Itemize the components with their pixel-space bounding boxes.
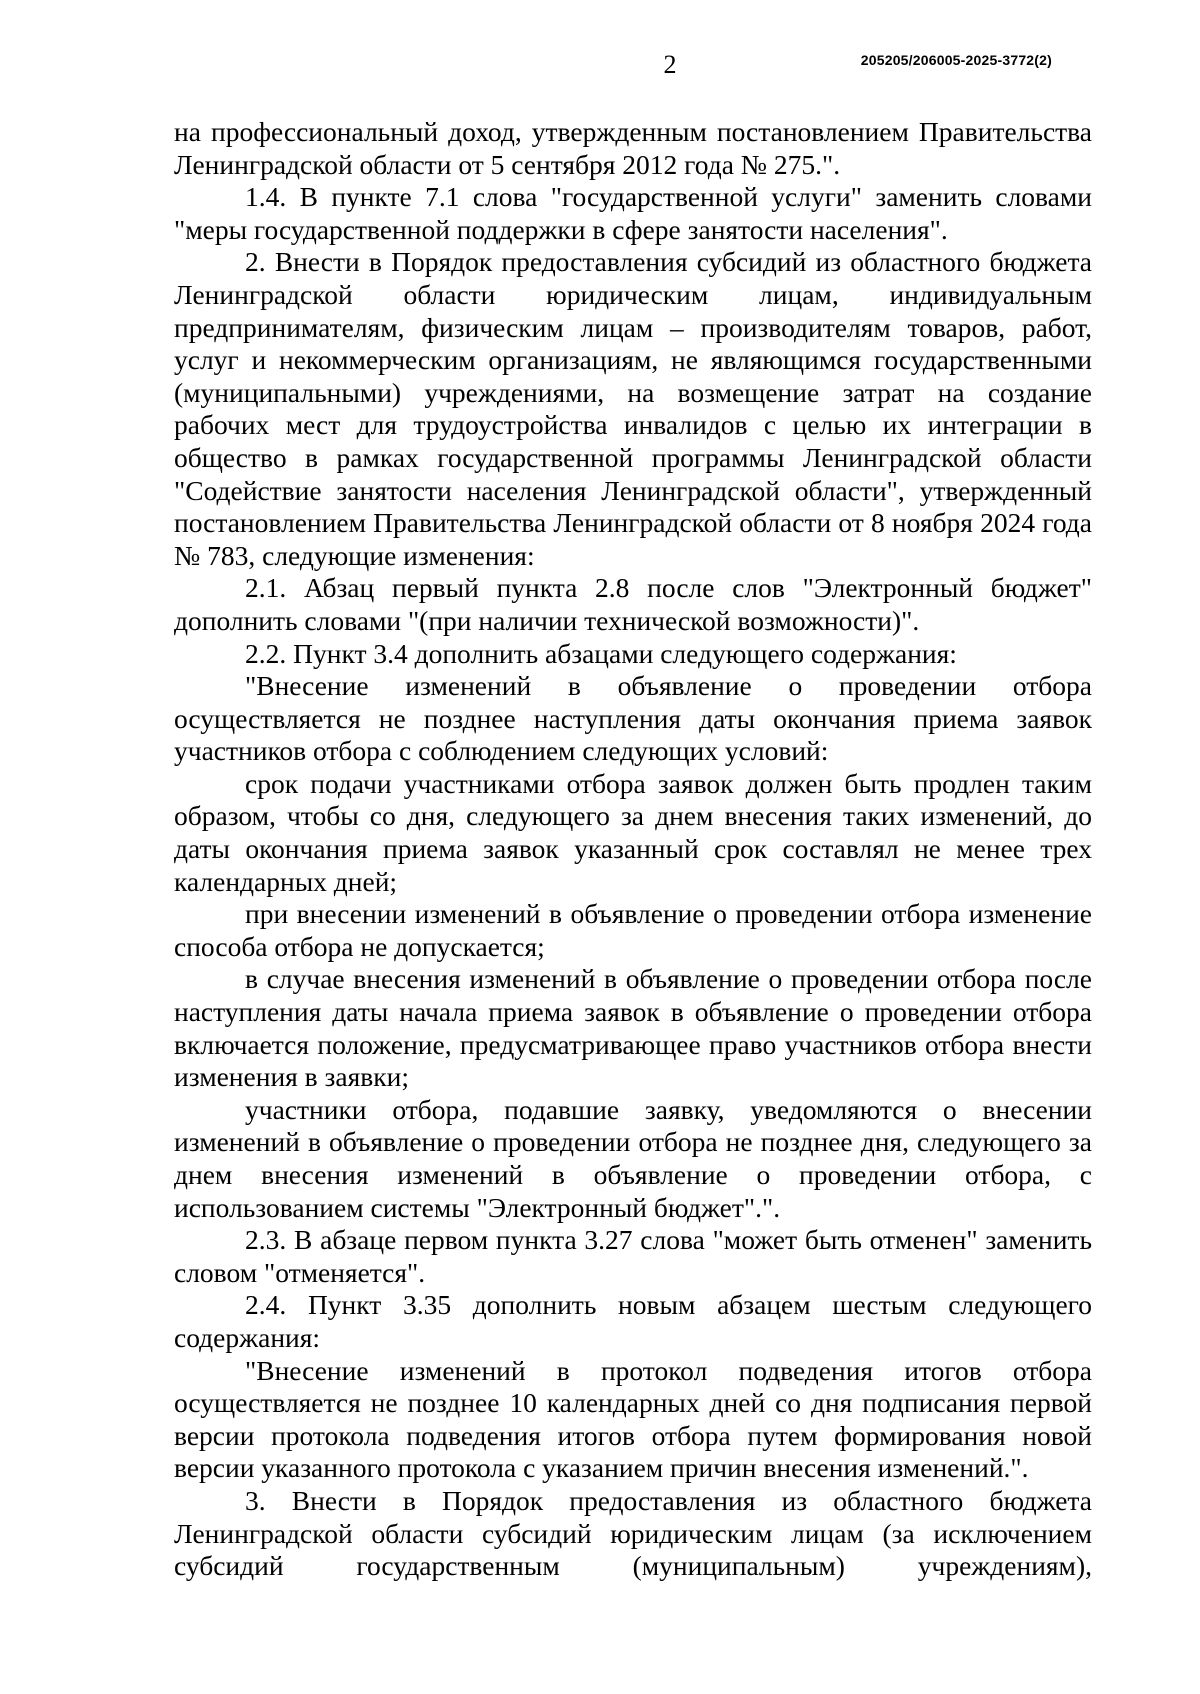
paragraph-1-4: 1.4. В пункте 7.1 слова "государственной услуги" заменить словами "меры государственной поддержки в сфере занятости населения". bbox=[174, 181, 1092, 245]
document-body bbox=[174, 116, 1092, 1583]
paragraph-2-2-condition-3: в случае внесения изменений в объявление о проведении отбора после наступления даты начала приема заявок в объявление о проведении отбора включается положение, предусматривающее право участников отбора внести изменения в заявки; bbox=[174, 963, 1092, 1093]
paragraph-2-2-quote-intro: "Внесение изменений в объявление о проведении отбора осуществляется не позднее наступления даты окончания приема заявок участников отбора с соблюдением следующих условий: bbox=[174, 670, 1092, 767]
paragraph-2-2-condition-4: участники отбора, подавшие заявку, уведомляются о внесении изменений в объявление о проведении отбора не позднее дня, следующего за днем внесения изменений в объявление о проведении отбора, с использованием системы "Электронный бюджет".". bbox=[174, 1093, 1092, 1223]
paragraph-2-2-condition-2: при внесении изменений в объявление о проведении отбора изменение способа отбора не допускается; bbox=[174, 898, 1092, 962]
paragraph-2-2-condition-1: срок подачи участниками отбора заявок должен быть продлен таким образом, чтобы со дня, следующего за днем внесения таких изменений, до даты окончания приема заявок указанный срок составлял не менее трех календарных дней; bbox=[174, 767, 1092, 897]
paragraph-2-3: 2.3. В абзаце первом пункта 3.27 слова "может быть отменен" заменить словом "отменяется". bbox=[174, 1224, 1092, 1288]
paragraph-2-4: 2.4. Пункт 3.35 дополнить новым абзацем шестым следующего содержания: bbox=[174, 1289, 1092, 1353]
paragraph-3: 3. Внести в Порядок предоставления из областного бюджета Ленинградской области субсидий юридическим лицам (за исключением субсидий государственным (муниципальным) учреждениям), bbox=[174, 1484, 1092, 1582]
paragraph-2: 2. Внести в Порядок предоставления субсидий из областного бюджета Ленинградской области юридическим лицам, индивидуальным предпринимателям, физическим лицам – производителям товаров, работ, услуг и некоммерческим организациям, не являющимся государственными (муниципальными) учреждениями, на возмещение затрат на создание рабочих мест для трудоустройства инвалидов с целью их интеграции в общество в рамках государственной программы Ленинградской области "Содействие занятости населения Ленинградской области", утвержденный постановлением Правительства Ленинградской области от 8 ноября 2024 года № 783, следующие изменения: bbox=[174, 246, 1092, 571]
paragraph-2-4-quote: "Внесение изменений в протокол подведения итогов отбора осуществляется не позднее 10 календарных дней со дня подписания первой версии протокола подведения итогов отбора путем формирования новой версии указанного протокола с указанием причин внесения изменений.". bbox=[174, 1354, 1092, 1484]
paragraph-2-1: 2.1. Абзац первый пункта 2.8 после слов "Электронный бюджет" дополнить словами "(при наличии технической возможности)". bbox=[174, 572, 1092, 636]
page-number: 2 bbox=[663, 50, 677, 79]
document-id: 205205/206005-2025-3772(2) bbox=[860, 52, 1052, 68]
paragraph-continuation: на профессиональный доход, утвержденным постановлением Правительства Ленинградской области от 5 сентября 2012 года № 275.". bbox=[174, 116, 1092, 180]
paragraph-2-2: 2.2. Пункт 3.4 дополнить абзацами следующего содержания: bbox=[245, 637, 957, 669]
